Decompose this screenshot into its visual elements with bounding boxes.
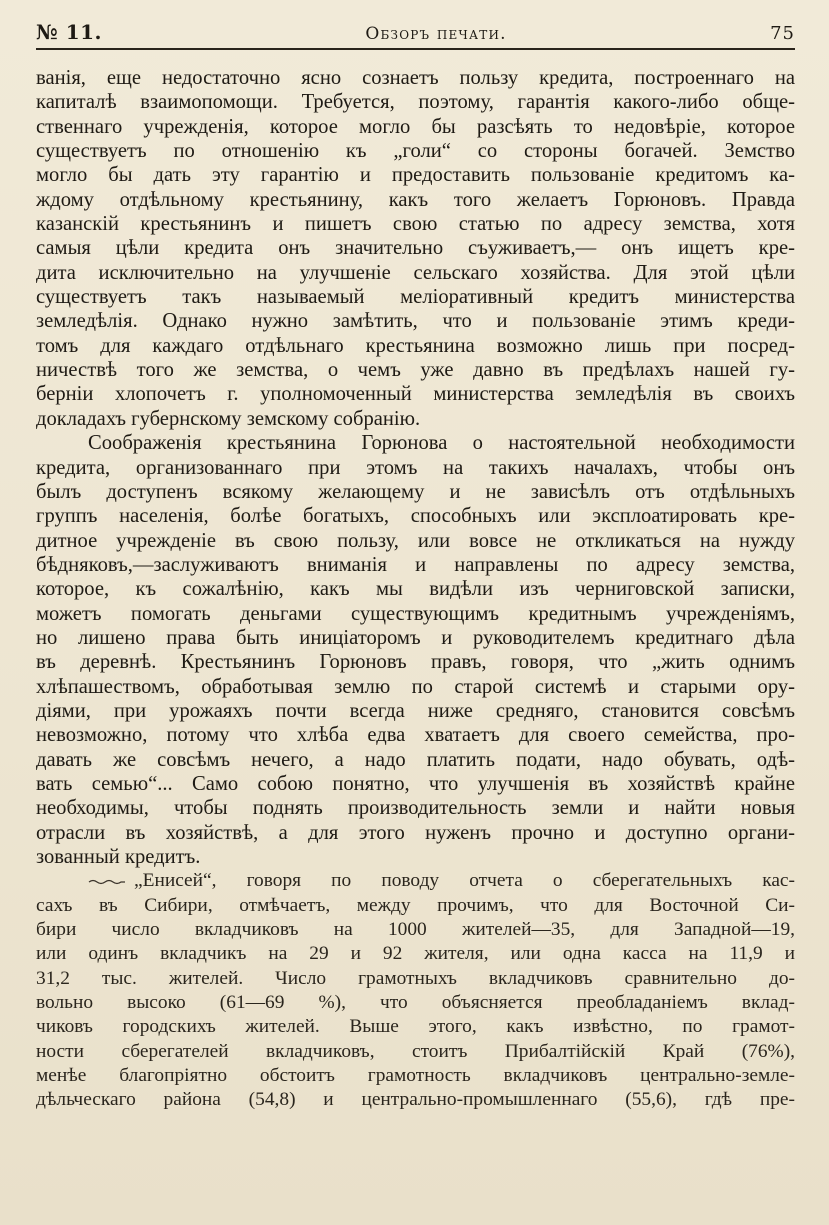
page-number: 75 <box>770 23 795 44</box>
text-line: 31,2 тыс. жителей. Число грамотныхъ вкладчиковъ сравнительно до- <box>36 967 795 989</box>
text-line: существуетъ по отношенію къ „голи“ со стороны богачей. Земство <box>36 140 795 163</box>
section-dash-ornament <box>88 879 126 885</box>
running-title: Обзоръ печати. <box>365 24 507 44</box>
text-line: земледѣлія. Однако нужно замѣтить, что и пользованіе этимъ креди- <box>36 310 795 333</box>
text-line: дитное учрежденіе въ свою пользу, или вовсе не откликаться на нужду <box>36 529 795 552</box>
text-line: бири число вкладчиковъ на 1000 жителей—35, для Западной—19, <box>36 919 795 941</box>
text-line: ждому отдѣльному крестьянину, какъ того желаетъ Горюновъ. Правда <box>36 188 795 211</box>
text-line: вольно высоко (61—69 %), что объясняется преобладаніемъ вклад- <box>36 992 795 1014</box>
text-line: давать же совсѣмъ нечего, а надо платить подати, надо обувать, одѣ- <box>36 748 795 771</box>
text-line: хлѣпашествомъ, обработывая землю по старой системѣ и старыми ору- <box>36 675 795 698</box>
text-line: могло бы дать эту гарантію и предоставить пользованіе кредитомъ ка- <box>36 164 795 187</box>
text-line: въ деревнѣ. Крестьянинъ Горюновъ правъ, говоря, что „жить однимъ <box>36 651 795 674</box>
text-line: сахъ въ Сибири, отмѣчаетъ, между прочимъ, что для Восточной Си- <box>36 894 795 916</box>
text-line: менѣе благопріятно обстоитъ грамотность вкладчиковъ центрально-земле- <box>36 1065 795 1087</box>
running-header <box>36 20 795 50</box>
text-line: зованный кредитъ. <box>36 846 201 868</box>
text-line: казанскій крестьянинъ и пишетъ свою статью по адресу земства, хотя <box>36 213 795 236</box>
text-line: группъ населенія, болѣе богатыхъ, способныхъ или эксплоатировать кре- <box>36 505 795 528</box>
text-line: ванія, еще недостаточно ясно сознаетъ пользу кредита, построеннаго на <box>36 67 795 89</box>
text-line: отрасли въ хозяйствѣ, а для этого нуженъ прочно и доступно органи- <box>36 821 795 844</box>
text-line: ственнаго учрежденія, которое могло бы разсѣять то недовѣріе, которое <box>36 115 795 138</box>
text-line: которое, къ сожалѣнію, какъ мы видѣли изъ черниговской записки, <box>36 578 795 601</box>
text-line: докладахъ губернскому земскому собранію. <box>36 407 421 430</box>
text-line: ности сберегателей вкладчиковъ, стоитъ Прибалтійскій Край (76%), <box>36 1040 795 1062</box>
text-line: томъ для каждаго отдѣльнаго крестьянина возможно лишь при посред- <box>36 334 795 357</box>
text-line: самыя цѣли кредита онъ значительно съуживаетъ,— онъ ищетъ кре- <box>36 237 795 260</box>
text-line: бѣдняковъ,—заслуживаютъ вниманія и направлены по адресу земства, <box>36 553 795 576</box>
text-line: Соображенія крестьянина Горюнова о настоятельной необходимости <box>88 432 795 455</box>
paragraph-yenisei <box>36 869 795 1112</box>
text-line: дѣльческаго района (54,8) и центрально-промышленнаго (55,6), гдѣ пре- <box>36 1089 795 1111</box>
text-line-content: „Енисей“, говоря по поводу отчета о сберегательныхъ кас- <box>134 870 795 892</box>
text-line <box>36 869 795 893</box>
issue-number: № 11. <box>36 20 102 44</box>
text-line: капиталѣ взаимопомощи. Требуется, поэтому, гарантія какого-либо обще- <box>36 91 795 114</box>
text-line: чиковъ городскихъ жителей. Выше этого, какъ извѣстно, по грамот- <box>36 1016 795 1038</box>
text-line: дита исключительно на улучшеніе сельскаго хозяйства. Для этой цѣли <box>36 261 795 284</box>
text-line: діями, при урожаяхъ почти всегда ниже средняго, становится совсѣмъ <box>36 699 795 722</box>
paragraph-credit-guarantee <box>36 66 795 431</box>
text-line: но лишено права быть иниціаторомъ и руководителемъ кредитнаго дѣла <box>36 626 795 649</box>
text-line: существуетъ такъ называемый меліоративный кредитъ министерства <box>36 286 795 309</box>
text-line: можетъ помогать деньгами существующимъ кредитнымъ учрежденіямъ, <box>36 602 795 625</box>
text-line: берніи хлопочетъ г. уполномоченный министерства земледѣлія въ своихъ <box>36 383 795 406</box>
body-text <box>36 66 795 1113</box>
text-line: былъ доступенъ всякому желающему и не зависѣлъ отъ отдѣльныхъ <box>36 480 795 503</box>
text-line: невозможно, потому что хлѣба едва хватаетъ для своего семейства, про- <box>36 724 795 747</box>
paragraph-goryunov <box>36 431 795 869</box>
text-line: необходимы, чтобы поднять производительность земли и найти новыя <box>36 797 795 820</box>
text-line: или одинъ вкладчикъ на 29 и 92 жителя, или одна касса на 11,9 и <box>36 943 795 965</box>
text-line: кредита, организованнаго при этомъ на такихъ началахъ, чтобы онъ <box>36 456 795 479</box>
text-line: вать семью“... Само собою понятно, что улучшенія въ хозяйствѣ крайне <box>36 772 795 795</box>
text-line: ничествѣ того же земства, о чемъ уже давно въ предѣлахъ нашей гу- <box>36 359 795 382</box>
